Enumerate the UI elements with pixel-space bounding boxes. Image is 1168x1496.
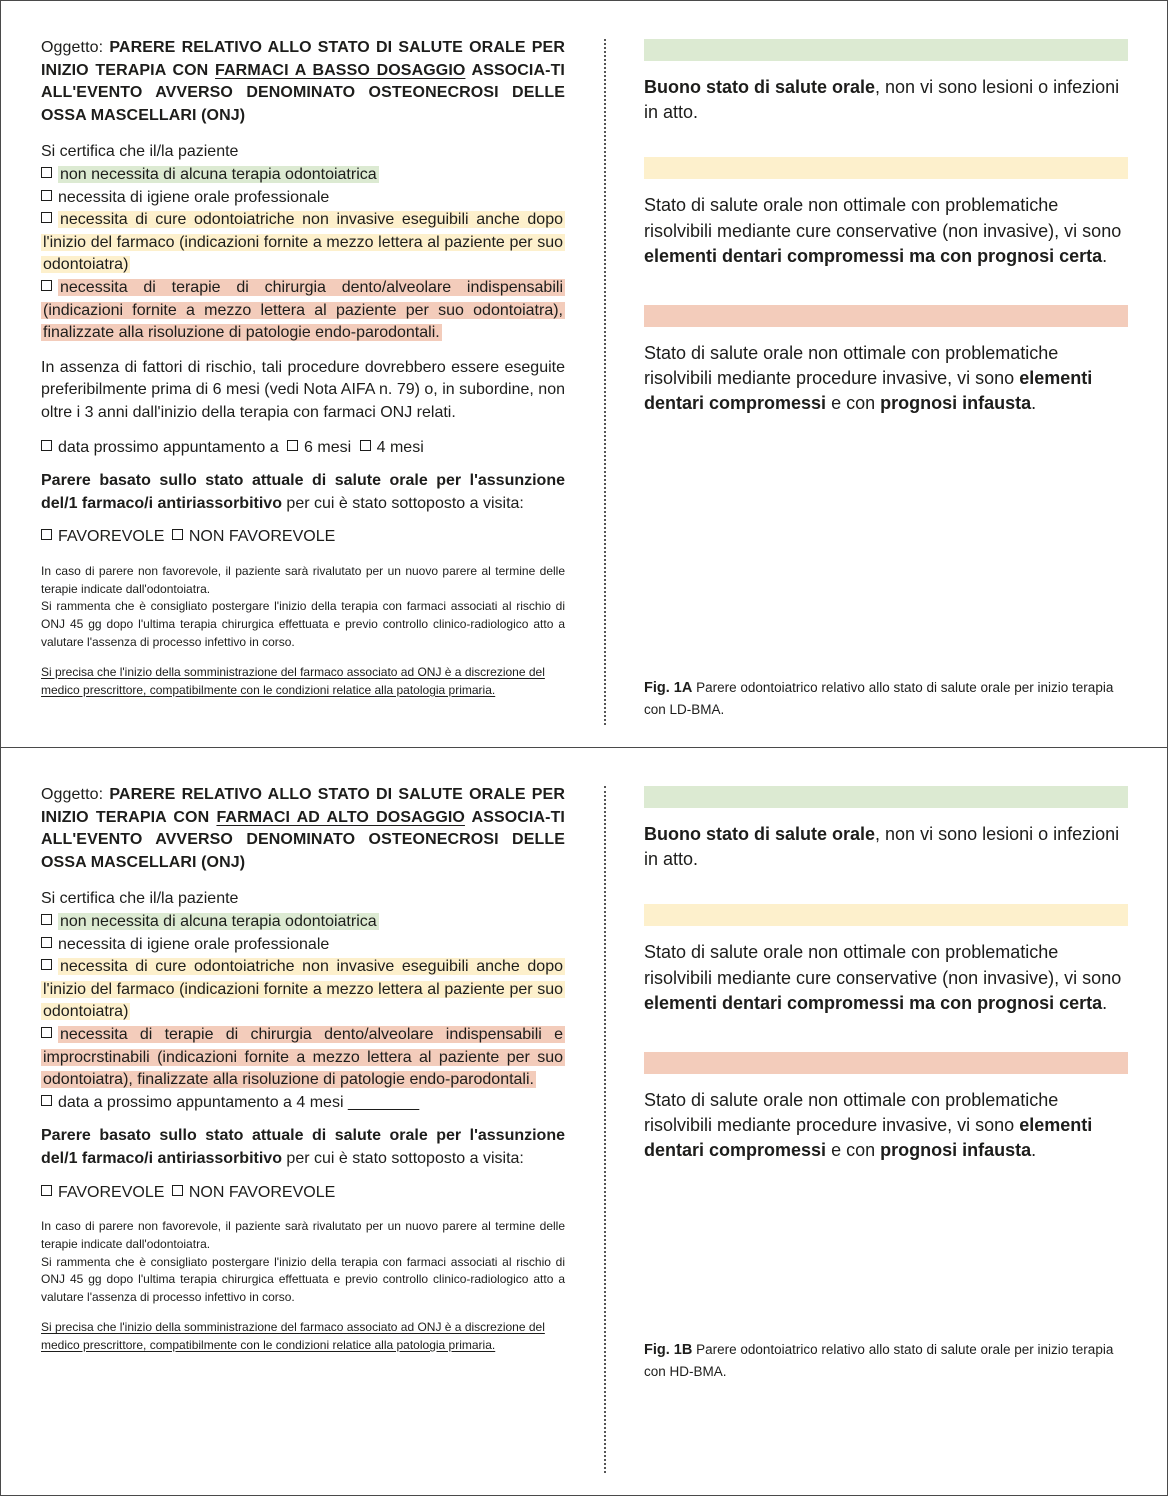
subject-dosage: FARMACI AD ALTO DOSAGGIO: [216, 808, 465, 826]
legend-bold: prognosi infausta: [880, 1140, 1032, 1161]
checkbox[interactable]: [41, 280, 52, 291]
checkbox[interactable]: [41, 167, 52, 178]
verdict-row: [41, 526, 565, 549]
legend-yellow-text: [644, 940, 1128, 1016]
legend-bold: Buono stato di salute orale: [644, 824, 876, 844]
subject-heading: [41, 37, 565, 127]
option-label: non necessita di alcuna terapia odontoiatrica: [60, 912, 377, 930]
option-noninvasive: [41, 209, 565, 277]
appointment-row: [41, 1092, 565, 1115]
checkbox[interactable]: [41, 212, 52, 223]
basis-rest: per cui è stato sottoposto a visita:: [281, 494, 524, 512]
legend-yellow-bar: [644, 157, 1128, 179]
basis-rest: per cui è stato sottoposto a visita:: [281, 1149, 524, 1167]
appointment-option: 4 mesi: [376, 438, 424, 456]
legend-bold: prognosi infausta: [880, 393, 1032, 414]
appointment-label: data a prossimo appuntamento a 4 mesi ________: [58, 1093, 420, 1111]
subject-text-end: ASSOCIA-TI ALL'EVENTO AVVERSO DENOMINATO OSTEONECROSI DELLE OSSA MASCELLARI (ONJ): [41, 808, 565, 871]
option-hygiene: [41, 187, 565, 210]
panel-1a: [1, 1, 1167, 748]
legend-bold: elementi dentari compromessi ma con prognosi certa: [644, 245, 1103, 266]
consent-form: [41, 784, 565, 1355]
legend-green-text: [644, 75, 1128, 125]
option-label: necessita di terapie di chirurgia dento/alveolare indispensabili (indicazioni fornite a mezzo lettera al paziente per suo odontoiatra), finalizzate alla risoluzione di patologie endo-parodontali.: [43, 278, 563, 342]
basis-statement: [41, 470, 565, 515]
figure-caption: [644, 1339, 1134, 1382]
option-surgery: [41, 277, 565, 345]
legend-text: , non vi sono lesioni o infezioni in atto.: [644, 77, 1120, 123]
basis-bold: Parere basato sullo stato attuale di salute orale per l'assunzione del/1 farmaco/i antiriassorbitivo: [41, 1127, 565, 1167]
legend-yellow-text: [644, 193, 1128, 269]
appointment-option: 6 mesi: [304, 438, 352, 456]
option-surgery: [41, 1024, 565, 1092]
legend-green-text: [644, 822, 1128, 872]
basis-bold: Parere basato sullo stato attuale di salute orale per l'assunzione del/1 farmaco/i antiriassorbitivo: [41, 472, 565, 512]
checkbox[interactable]: [172, 1185, 183, 1196]
legend-text: Stato di salute orale non ottimale con problematiche risolvibili mediante cure conservative (non invasive), vi sono: [644, 195, 1122, 241]
option-no-therapy: [41, 164, 565, 187]
consent-form: [41, 37, 565, 699]
certify-intro: Si certifica che il/la paziente: [41, 143, 239, 161]
legend-text: .: [1102, 245, 1108, 266]
risk-paragraph: In assenza di fattori di rischio, tali procedure dovrebbero essere eseguite preferibilmente prima di 6 mesi (vedi Nota AIFA n. 79) o, in subordine, non oltre i 3 anni dall'inizio della terapia con farmaci ONJ relati.: [41, 358, 565, 421]
legend-red-text: [644, 1088, 1128, 1164]
option-label: necessita di cure odontoiatriche non invasive eseguibili anche dopo l'inizio del farmaco (indicazioni fornite a mezzo lettera al paziente per suo odontoiatra): [43, 211, 563, 274]
caption-label: Fig. 1A: [644, 680, 693, 696]
checkbox[interactable]: [360, 440, 371, 451]
checkbox[interactable]: [41, 914, 52, 925]
basis-statement: [41, 1125, 565, 1170]
subject-label: Oggetto:: [41, 39, 110, 56]
legend-green-bar: [644, 39, 1128, 61]
note-postpone: Si rammenta che è consigliato postergare l'inizio della terapia con farmaci associati al rischio di ONJ 45 gg dopo l'ultima terapia chirurgica effettuata e previo controllo clinico-radiologico atto a valutare l'assenza di processo infettivo in corso.: [41, 1254, 565, 1305]
subject-text-end: ASSOCIA-TI ALL'EVENTO AVVERSO DENOMINATO OSTEONECROSI DELLE OSSA MASCELLARI (ONJ): [41, 61, 565, 124]
legend-green-bar: [644, 786, 1128, 808]
disclaimer: Si precisa che l'inizio della somministrazione del farmaco associato ad ONJ è a discrezione del medico prescrittore, compatibilmente con le condizioni relatice alla patologia primaria.: [41, 1320, 545, 1352]
verdict-unfavorable: NON FAVOREVOLE: [188, 1183, 336, 1201]
certify-intro: Si certifica che il/la paziente: [41, 890, 239, 908]
subject-heading: [41, 784, 565, 874]
legend-yellow-bar: [644, 904, 1128, 926]
figure-caption: [644, 677, 1134, 720]
option-hygiene: [41, 934, 565, 957]
appointment-label: data prossimo appuntamento a: [58, 438, 279, 456]
legend-bold: elementi dentari compromessi: [644, 1115, 1093, 1161]
legend-text: e con: [826, 1140, 881, 1161]
legend-bold: Buono stato di salute orale: [644, 77, 876, 97]
legend-red-bar: [644, 305, 1128, 327]
caption-label: Fig. 1B: [644, 1342, 693, 1358]
option-label: necessita di cure odontoiatriche non invasive eseguibili anche dopo l'inizio del farmaco (indicazioni fornite a mezzo lettera al paziente per suo odontoiatra): [43, 958, 563, 1021]
legend-text: Stato di salute orale non ottimale con problematiche risolvibili mediante procedure invasive, vi sono: [644, 343, 1059, 389]
checkbox[interactable]: [41, 190, 52, 201]
legend-red-bar: [644, 1052, 1128, 1074]
legend-text: Stato di salute orale non ottimale con problematiche risolvibili mediante cure conservative (non invasive), vi sono: [644, 942, 1122, 988]
checkbox[interactable]: [41, 440, 52, 451]
caption-text: Parere odontoiatrico relativo allo stato di salute orale per inizio terapia con HD-BMA.: [644, 1342, 1114, 1379]
note-reevaluation: In caso di parere non favorevole, il paziente sarà rivalutato per un nuovo parere al termine delle terapie indicate dall'odontoiatra.: [41, 1219, 565, 1251]
option-label: non necessita di alcuna terapia odontoiatrica: [60, 165, 377, 183]
legend-text: .: [1031, 393, 1037, 414]
option-label: necessita di terapie di chirurgia dento/alveolare indispensabili e improcrstinabili (indicazioni fornite a mezzo lettera al paziente per suo odontoiatra), finalizzate alla risoluzione di patologie endo-parodontali.: [43, 1025, 563, 1089]
disclaimer: Si precisa che l'inizio della somministrazione del farmaco associato ad ONJ è a discrezione del medico prescrittore, compatibilmente con le condizioni relatice alla patologia primaria.: [41, 664, 545, 697]
checkbox[interactable]: [41, 529, 52, 540]
subject-text: PARERE RELATIVO ALLO STATO DI SALUTE ORALE PER INIZIO TERAPIA CON: [41, 786, 565, 826]
note-reevaluation: In caso di parere non favorevole, il paziente sarà rivalutato per un nuovo parere al termine delle terapie indicate dall'odontoiatra.: [41, 563, 565, 596]
legend-text: e con: [826, 393, 881, 414]
notes: [41, 563, 565, 652]
checkbox[interactable]: [41, 937, 52, 948]
dotted-divider: [604, 786, 606, 1473]
legend: [644, 786, 1128, 1495]
panel-1b: [1, 748, 1167, 1495]
option-label: necessita di igiene orale professionale: [58, 188, 330, 206]
subject-dosage: FARMACI A BASSO DOSAGGIO: [215, 61, 466, 79]
dotted-divider: [604, 39, 606, 725]
checkbox[interactable]: [41, 1027, 52, 1038]
checkbox[interactable]: [41, 959, 52, 970]
notes: [41, 1218, 565, 1307]
verdict-favorable: FAVOREVOLE: [58, 1183, 165, 1201]
appointment-row: [41, 437, 565, 460]
checkbox[interactable]: [287, 440, 298, 451]
legend-bold: elementi dentari compromessi: [644, 368, 1093, 414]
legend-text: .: [1031, 1140, 1037, 1161]
option-no-therapy: [41, 911, 565, 934]
verdict-row: [41, 1182, 565, 1205]
option-noninvasive: [41, 956, 565, 1024]
legend-red-text: [644, 341, 1128, 417]
legend-text: , non vi sono lesioni o infezioni in atto.: [644, 824, 1120, 870]
legend-text: Stato di salute orale non ottimale con problematiche risolvibili mediante procedure invasive, vi sono: [644, 1090, 1059, 1136]
note-postpone: Si rammenta che è consigliato postergare l'inizio della terapia con farmaci associati al rischio di ONJ 45 gg dopo l'ultima terapia chirurgica effettuata e previo controllo clinico-radiologico atto a valutare l'assenza di processo infettivo in corso.: [41, 599, 565, 650]
checkbox[interactable]: [41, 1095, 52, 1106]
legend: [644, 39, 1128, 747]
verdict-unfavorable: NON FAVOREVOLE: [188, 528, 336, 546]
legend-bold: elementi dentari compromessi ma con prognosi certa: [644, 992, 1103, 1013]
subject-label: Oggetto:: [41, 786, 110, 803]
checkbox[interactable]: [172, 529, 183, 540]
caption-text: Parere odontoiatrico relativo allo stato di salute orale per inizio terapia con LD-BMA.: [644, 680, 1114, 717]
option-label: necessita di igiene orale professionale: [58, 935, 330, 953]
verdict-favorable: FAVOREVOLE: [58, 528, 165, 546]
subject-text: PARERE RELATIVO ALLO STATO DI SALUTE ORALE PER INIZIO TERAPIA CON: [41, 39, 565, 79]
legend-text: .: [1102, 992, 1108, 1013]
checkbox[interactable]: [41, 1185, 52, 1196]
